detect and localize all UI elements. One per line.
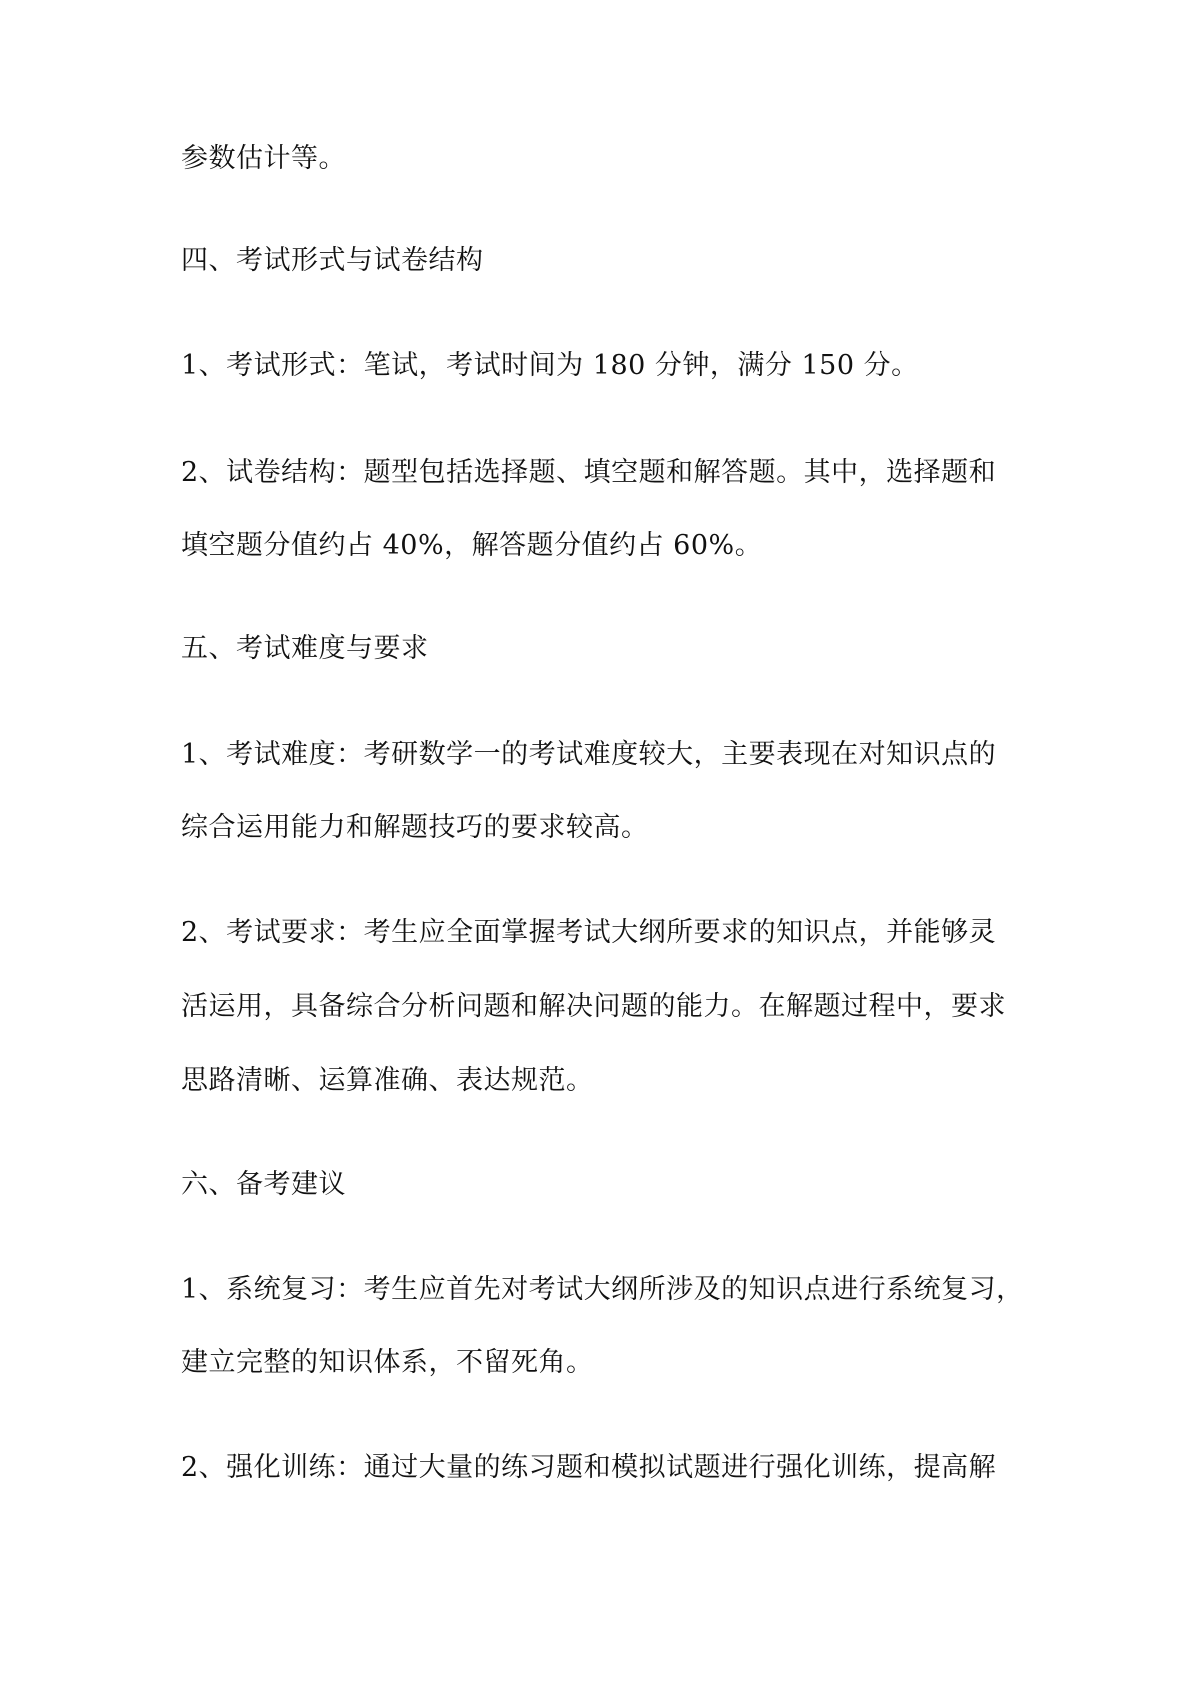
paragraph-line: 1、考试形式：笔试，考试时间为 180 分钟，满分 150 分。 xyxy=(181,350,919,381)
paragraph-line: 建立完整的知识体系，不留死角。 xyxy=(181,1347,594,1378)
paragraph-line: 思路清晰、运算准确、表达规范。 xyxy=(181,1065,594,1096)
paragraph-line: 2、考试要求：考生应全面掌握考试大纲所要求的知识点，并能够灵 xyxy=(181,917,997,948)
paragraph-line: 参数估计等。 xyxy=(181,143,346,174)
paragraph-line: 2、强化训练：通过大量的练习题和模拟试题进行强化训练，提高解 xyxy=(181,1452,997,1483)
paragraph-line: 1、系统复习：考生应首先对考试大纲所涉及的知识点进行系统复习， xyxy=(181,1274,1024,1305)
paragraph-line: 2、试卷结构：题型包括选择题、填空题和解答题。其中，选择题和 xyxy=(181,457,997,488)
paragraph-line: 填空题分值约占 40%，解答题分值约占 60%。 xyxy=(181,530,763,561)
paragraph-line: 1、考试难度：考研数学一的考试难度较大，主要表现在对知识点的 xyxy=(181,739,997,770)
section-heading-4: 四、考试形式与试卷结构 xyxy=(181,245,484,276)
section-heading-6: 六、备考建议 xyxy=(181,1169,346,1200)
paragraph-line: 综合运用能力和解题技巧的要求较高。 xyxy=(181,812,649,843)
section-heading-5: 五、考试难度与要求 xyxy=(181,633,429,664)
paragraph-line: 活运用，具备综合分析问题和解决问题的能力。在解题过程中，要求 xyxy=(181,991,1006,1022)
